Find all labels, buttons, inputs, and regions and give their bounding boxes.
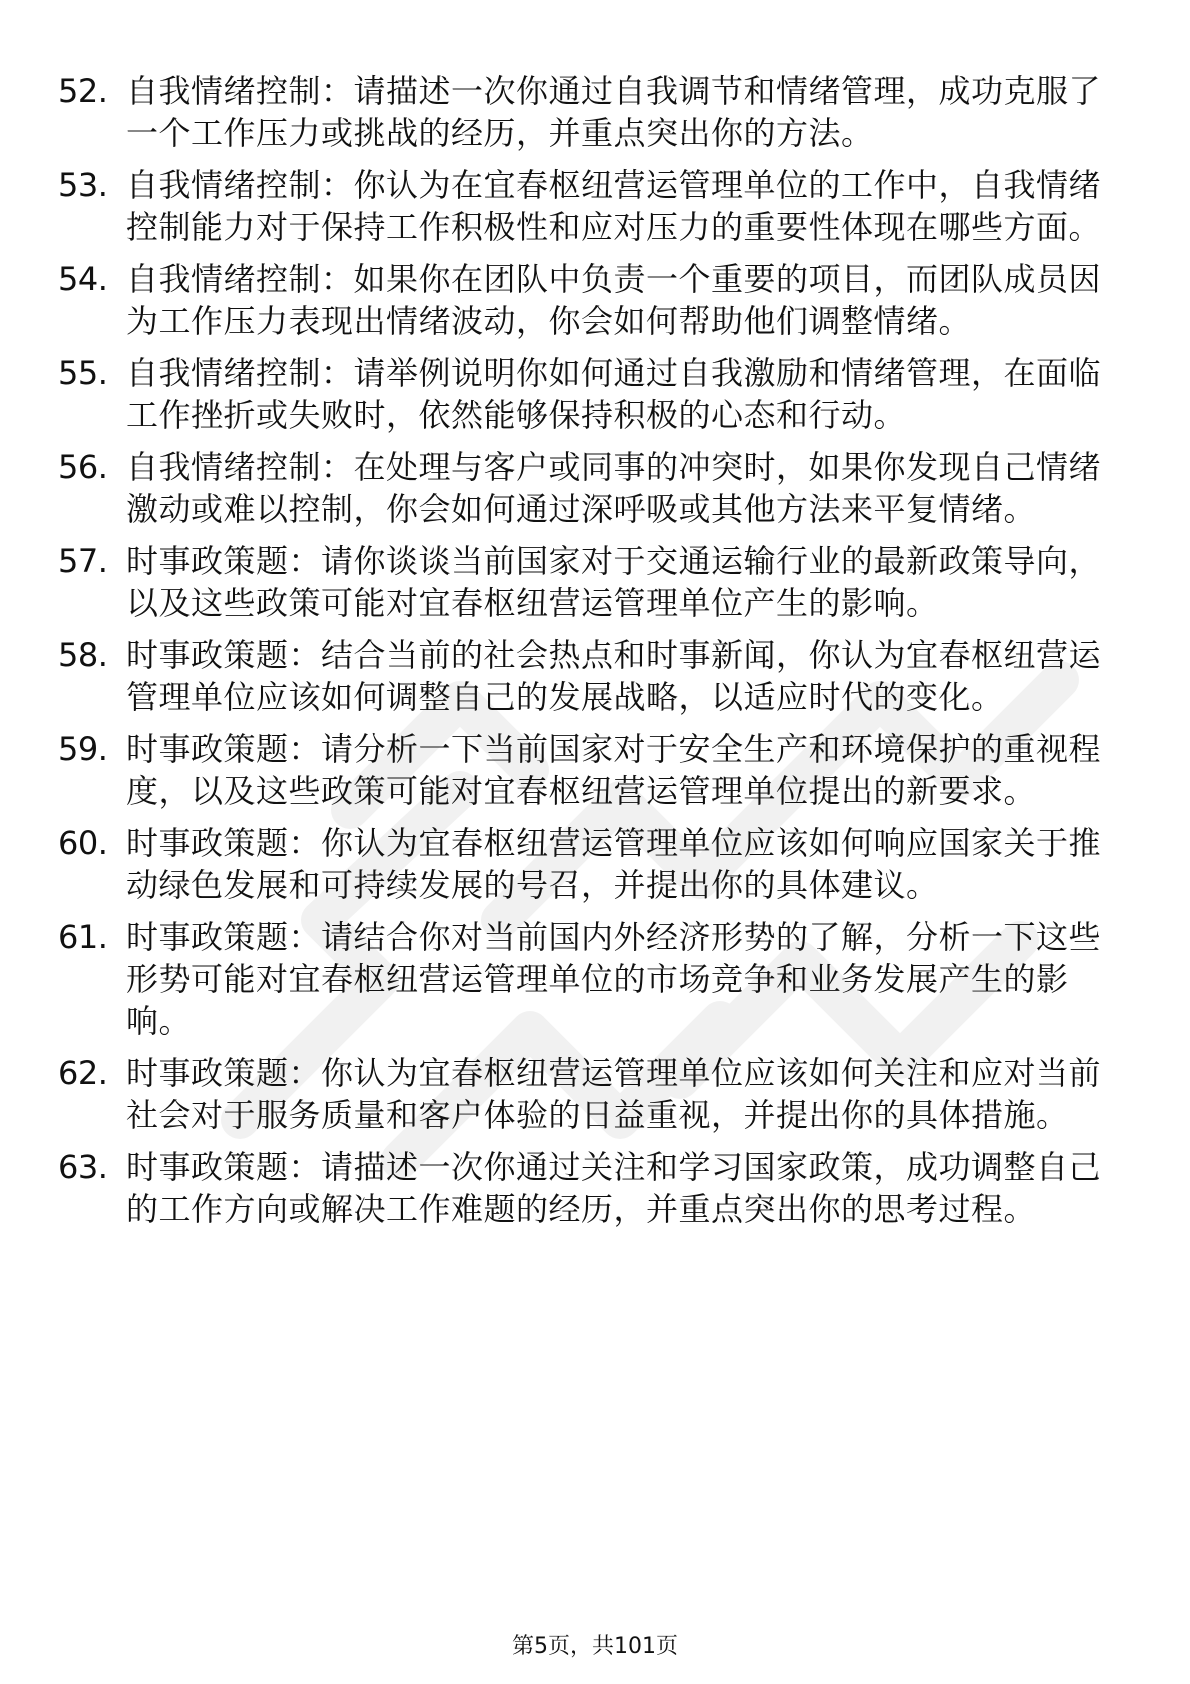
- question-list: [58, 70, 1108, 1240]
- list-item: [58, 916, 1108, 1042]
- list-item: [58, 164, 1108, 248]
- list-item: [58, 728, 1108, 812]
- question-text: 时事政策题：请结合你对当前国内外经济形势的了解，分析一下这些形势可能对宜春枢纽营运管理单位的市场竞争和业务发展产生的影响。: [126, 918, 1102, 1040]
- question-number: 56.: [58, 448, 108, 486]
- question-text: 时事政策题：请描述一次你通过关注和学习国家政策，成功调整自己的工作方向或解决工作难题的经历，并重点突出你的思考过程。: [126, 1148, 1102, 1228]
- list-item: [58, 352, 1108, 436]
- question-number: 52.: [58, 72, 108, 110]
- list-item: [58, 634, 1108, 718]
- question-text: 时事政策题：你认为宜春枢纽营运管理单位应该如何响应国家关于推动绿色发展和可持续发展的号召，并提出你的具体建议。: [126, 824, 1102, 904]
- question-number: 60.: [58, 824, 108, 862]
- question-text: 时事政策题：结合当前的社会热点和时事新闻，你认为宜春枢纽营运管理单位应该如何调整自己的发展战略，以适应时代的变化。: [126, 636, 1102, 716]
- question-text: 时事政策题：请你谈谈当前国家对于交通运输行业的最新政策导向，以及这些政策可能对宜春枢纽营运管理单位产生的影响。: [126, 542, 1102, 622]
- question-text: 自我情绪控制：请描述一次你通过自我调节和情绪管理，成功克服了一个工作压力或挑战的经历，并重点突出你的方法。: [126, 72, 1102, 152]
- list-item: [58, 1052, 1108, 1136]
- question-number: 59.: [58, 730, 108, 768]
- question-number: 63.: [58, 1148, 108, 1186]
- question-text: 时事政策题：你认为宜春枢纽营运管理单位应该如何关注和应对当前社会对于服务质量和客户体验的日益重视，并提出你的具体措施。: [126, 1054, 1102, 1134]
- question-text: 时事政策题：请分析一下当前国家对于安全生产和环境保护的重视程度，以及这些政策可能对宜春枢纽营运管理单位提出的新要求。: [126, 730, 1102, 810]
- question-text: 自我情绪控制：请举例说明你如何通过自我激励和情绪管理，在面临工作挫折或失败时，依然能够保持积极的心态和行动。: [126, 354, 1102, 434]
- list-item: [58, 258, 1108, 342]
- question-number: 53.: [58, 166, 108, 204]
- list-item: [58, 70, 1108, 154]
- question-number: 62.: [58, 1054, 108, 1092]
- list-item: [58, 540, 1108, 624]
- page-footer: [0, 1633, 1190, 1661]
- list-item: [58, 1146, 1108, 1230]
- question-number: 55.: [58, 354, 108, 392]
- question-text: 自我情绪控制：你认为在宜春枢纽营运管理单位的工作中，自我情绪控制能力对于保持工作积极性和应对压力的重要性体现在哪些方面。: [126, 166, 1102, 246]
- question-number: 58.: [58, 636, 108, 674]
- question-number: 57.: [58, 542, 108, 580]
- question-number: 61.: [58, 918, 108, 956]
- question-number: 54.: [58, 260, 108, 298]
- list-item: [58, 446, 1108, 530]
- page-number-label: 第5页，共101页: [512, 1634, 678, 1659]
- question-text: 自我情绪控制：如果你在团队中负责一个重要的项目，而团队成员因为工作压力表现出情绪波动，你会如何帮助他们调整情绪。: [126, 260, 1102, 340]
- question-text: 自我情绪控制：在处理与客户或同事的冲突时，如果你发现自己情绪激动或难以控制，你会如何通过深呼吸或其他方法来平复情绪。: [126, 448, 1102, 528]
- list-item: [58, 822, 1108, 906]
